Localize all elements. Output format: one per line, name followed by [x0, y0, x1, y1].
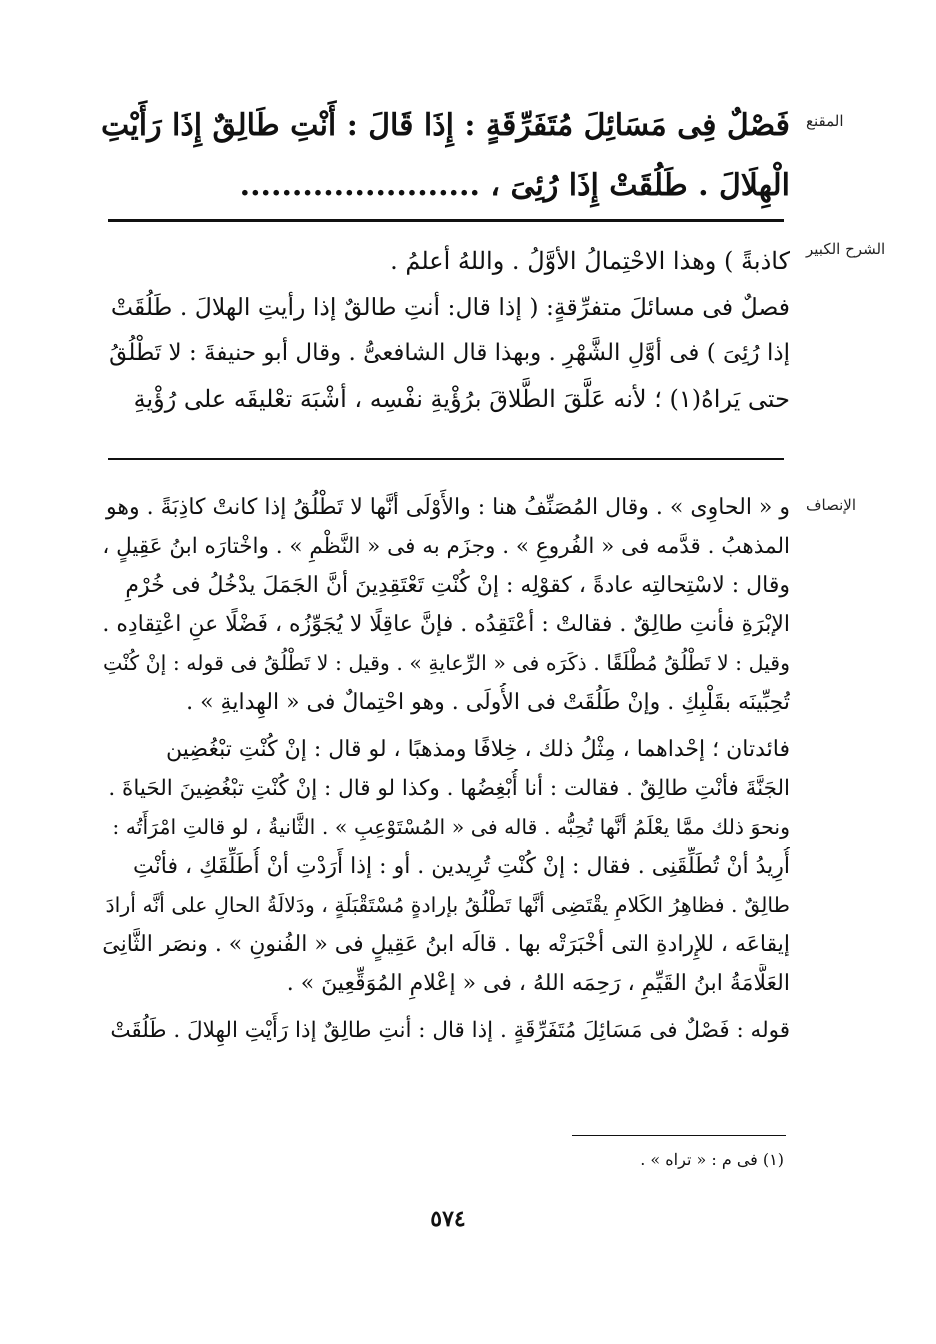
- insaf-p2-line-1: فائدتان ؛ إحْداهما ، مِثْلُ ذلك ، خِلافًا ومذهبًا ، لو قال : إنْ كُنْتِ تبْغُضِين: [166, 737, 790, 762]
- muqni-label: المقنع: [806, 112, 844, 130]
- insaf-p1-line-1: و « الحاوِى » . وقال المُصَنِّفُ هنا : والأَوْلَى أنَّها لا تَطْلُقُ إذا كانتْ كاذِبَةً . وهو: [106, 495, 790, 520]
- muqni-line-2: الْهِلَالَ . طَلُقَتْ إِذَا رُئِىَ ، .......................: [239, 168, 790, 203]
- insaf-p2-line-7: العَلَّامَةُ ابنُ القَيِّمِ ، رَحِمَه اللهُ ، فى « إعْلامِ المُوَقِّعِينَ » .: [286, 971, 790, 996]
- sharh-divider: [108, 458, 784, 460]
- insaf-p1-line-3: وقال : لاسْتِحالتِه عادةً ، كقوْلِه : إنْ كُنْتِ تَعْتَقِدِينَ أنَّ الجَمَلَ يدْخُلُ فى خُرْمِ: [125, 573, 790, 598]
- insaf-p1-line-2: المذهبُ . قدَّمه فى « الفُروعِ » . وجزَم به فى « النَّظْمِ » . واخْتارَه ابنُ عَقِيلٍ ،: [102, 534, 790, 559]
- footnote-divider: [572, 1135, 786, 1136]
- insaf-p1-line-5: وقيل : لا تَطْلُقُ مُطْلَقًا . ذكَرَه فى « الرِّعايةِ » . وقيل : لا تَطْلُقُ فى قوله : إنْ كُنْتِ: [103, 651, 790, 675]
- insaf-p2-line-4: أُرِيدُ أنْ تُطَلِّقَنِى . فقال : إنْ كُنْتِ تُرِيدين . أو : إذا أَرَدْتِ أنْ أُطَلِّقَكِ ، فأنْتِ: [133, 854, 790, 879]
- insaf-label: الإنصاف: [806, 496, 857, 514]
- insaf-p1-line-6: تُحِبِّينَه بقَلْبِكِ . وإنْ طَلُقَتْ فى الأُولَى . وهو احْتِمالٌ فى « الهِدايةِ » .: [186, 690, 790, 715]
- sharh-line-1: كاذبةً ) وهذا الاحْتِمالُ الأوَّلُ . واللهُ أعلمُ .: [390, 247, 790, 275]
- sharh-line-3: إذا رُئِىَ ) فى أوَّلِ الشَّهْرِ . وبهذا قال الشافعىُّ . وقال أبو حنيفةَ : لا تَطْلُقُ: [109, 340, 790, 366]
- insaf-p1-line-4: الإبْرَةِ فأنتِ طالِقٌ . فقالتْ : أعْتَقِدُه . فإنَّ عاقِلًا لا يُجَوِّزُه ، فَضْلًا عنِ اعْتِقادِه .: [102, 612, 790, 637]
- insaf-p2-line-5: طالِقٌ . فظاهِرُ الكَلامِ يقْتَضِى أنَّها تَطْلُقُ بإرادةٍ مُسْتَقْبَلَةٍ ، ودَلالَةُ الحالِ على أنَّه أرادَ: [105, 893, 790, 917]
- insaf-text: [100, 488, 790, 1050]
- sharh-line-4: حتى يَراهُ(١) ؛ لأنه عَلَّقَ الطَّلاقَ برُؤْيةِ نفْسِه ، أشْبَهَ تعْليقَه على رُؤْيةِ: [133, 385, 790, 413]
- insaf-p2-line-6: إيقاعَه ، للإِرادةِ التى أخْبَرَتْه بها . قالَه ابنُ عَقِيلٍ فى « الفُنونِ » . ونصَر الثَّانِىَ: [102, 932, 790, 957]
- insaf-p2-line-2: الجَنَّةَ فأنْتِ طالِقٌ . فقالت : أنا أُبْغِضُها . وكذا لو قال : إنْ كُنْتِ تبْغُضِينَ الحَياةَ .: [108, 776, 790, 801]
- muqni-divider: [108, 219, 784, 222]
- sharh-line-2: فصلٌ فى مسائلَ متفرِّقةٍ: ( إذا قال: أنتِ طالقٌ إذا رأيتِ الهلالَ . طَلُقَتْ: [110, 293, 790, 321]
- muqni-text: [100, 96, 790, 216]
- footnote: (١) فى م : « تراه » .: [640, 1150, 784, 1169]
- sharh-label: الشرح الكبير: [806, 240, 886, 258]
- insaf-p3-line-1: قوله : فَصْلٌ فى مَسَائِلَ مُتَفَرِّقَةٍ . إذا قال : أنتِ طالِقٌ إذا رَأَيْتِ الهِلالَ . طَلُقَتْ: [110, 1018, 790, 1043]
- insaf-p2-line-3: ونحوَ ذلك ممَّا يعْلَمُ أنَّها تُحِبُّه . قاله فى « المُسْتَوْعِبِ » . الثَّانيةُ ، لو قالتِ امْرَأَتُه :: [112, 815, 790, 839]
- muqni-line-1: فَصْلٌ فِى مَسَائِلَ مُتَفَرِّقَةٍ : إِذَا قَالَ : أَنْتِ طَالِقٌ إِذَا رَأَيْتِ: [100, 108, 790, 143]
- sharh-text: [100, 238, 790, 422]
- page-number: ٥٧٤: [430, 1206, 466, 1232]
